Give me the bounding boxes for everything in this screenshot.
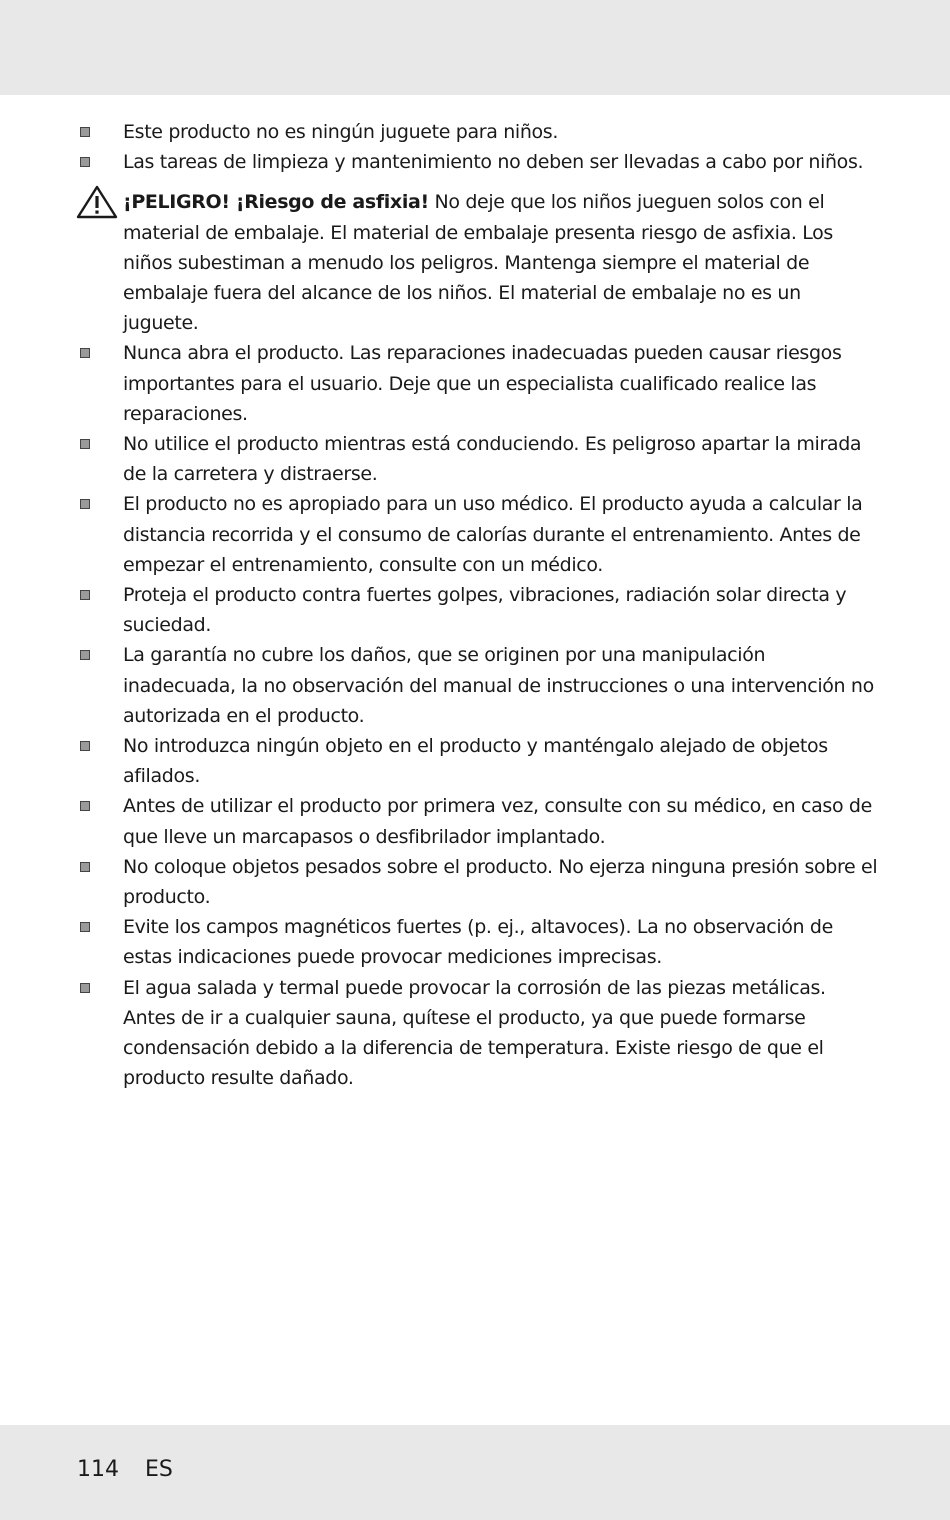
item-text: El agua salada y termal puede provocar la corrosión de las piezas metálicas. Antes de ir a cualquier sauna, quítese el producto, ya que puede formarse condensación debido a la diferencia de temperatura. Existe riesgo de que el producto resulte dañado. <box>123 976 826 1090</box>
header-band <box>0 0 950 95</box>
list-item <box>0 580 878 640</box>
list-item <box>0 147 878 177</box>
item-text: Proteja el producto contra fuertes golpes, vibraciones, radiación solar directa y suciedad. <box>123 584 847 637</box>
list-item <box>0 912 878 972</box>
list-item <box>0 429 878 489</box>
warning-text: No deje que los niños jueguen solos con el material de embalaje. El material de embalaje presenta riesgo de asfixia. Los niños subestiman a menudo los peligros. Mantenga siempre el material de embalaje fuera del alcance de los niños. El material de embalaje no es un juguete. <box>123 191 833 335</box>
list-item <box>0 731 878 791</box>
square-bullet-icon <box>80 157 90 167</box>
square-bullet-icon <box>80 439 90 449</box>
language-code: ES <box>145 1457 173 1482</box>
item-text: El producto no es apropiado para un uso médico. El producto ayuda a calcular la distancia recorrida y el consumo de calorías durante el entrenamiento. Antes de empezar el entrenamiento, consulte con un médico. <box>123 493 863 576</box>
square-bullet-icon <box>80 862 90 872</box>
square-bullet-icon <box>80 348 90 358</box>
list-item <box>0 791 878 851</box>
square-bullet-icon <box>80 922 90 932</box>
item-text: Las tareas de limpieza y mantenimiento no deben ser llevadas a cabo por niños. <box>123 151 864 174</box>
list-item <box>0 338 878 429</box>
item-text: Este producto no es ningún juguete para niños. <box>123 121 559 143</box>
list-item <box>0 117 878 147</box>
square-bullet-icon <box>80 590 90 600</box>
item-text: No introduzca ningún objeto en el producto y manténgalo alejado de objetos afilados. <box>123 735 828 788</box>
warning-item <box>0 187 878 338</box>
page-number: 114 <box>77 1457 119 1482</box>
warning-heading: ¡PELIGRO! ¡Riesgo de asfixia! <box>123 191 429 214</box>
item-text: Evite los campos magnéticos fuertes (p. ej., altavoces). La no observación de estas indicaciones puede provocar mediciones imprecisas. <box>123 916 833 969</box>
item-text: Antes de utilizar el producto por primera vez, consulte con su médico, en caso de que lleve un marcapasos o desfibrilador implantado. <box>123 795 872 848</box>
square-bullet-icon <box>80 499 90 509</box>
square-bullet-icon <box>80 650 90 660</box>
square-bullet-icon <box>80 801 90 811</box>
item-text: La garantía no cubre los daños, que se originen por una manipulación inadecuada, la no observación del manual de instrucciones o una intervención no autorizada en el producto. <box>123 644 874 727</box>
item-text: Nunca abra el producto. Las reparaciones inadecuadas pueden causar riesgos importantes para el usuario. Deje que un especialista cualificado realice las reparaciones. <box>123 342 842 425</box>
list-item <box>0 640 878 731</box>
page-footer <box>77 1457 173 1482</box>
list-item <box>0 852 878 912</box>
square-bullet-icon <box>80 127 90 137</box>
square-bullet-icon <box>80 741 90 751</box>
item-text: No coloque objetos pesados sobre el producto. No ejerza ninguna presión sobre el producto. <box>123 855 878 909</box>
list-item <box>0 489 878 580</box>
list-item <box>0 973 878 1094</box>
warning-triangle-icon <box>76 185 118 219</box>
square-bullet-icon <box>80 983 90 993</box>
safety-instructions-list <box>0 117 950 1094</box>
item-text: No utilice el producto mientras está conduciendo. Es peligroso apartar la mirada de la carretera y distraerse. <box>123 433 862 486</box>
